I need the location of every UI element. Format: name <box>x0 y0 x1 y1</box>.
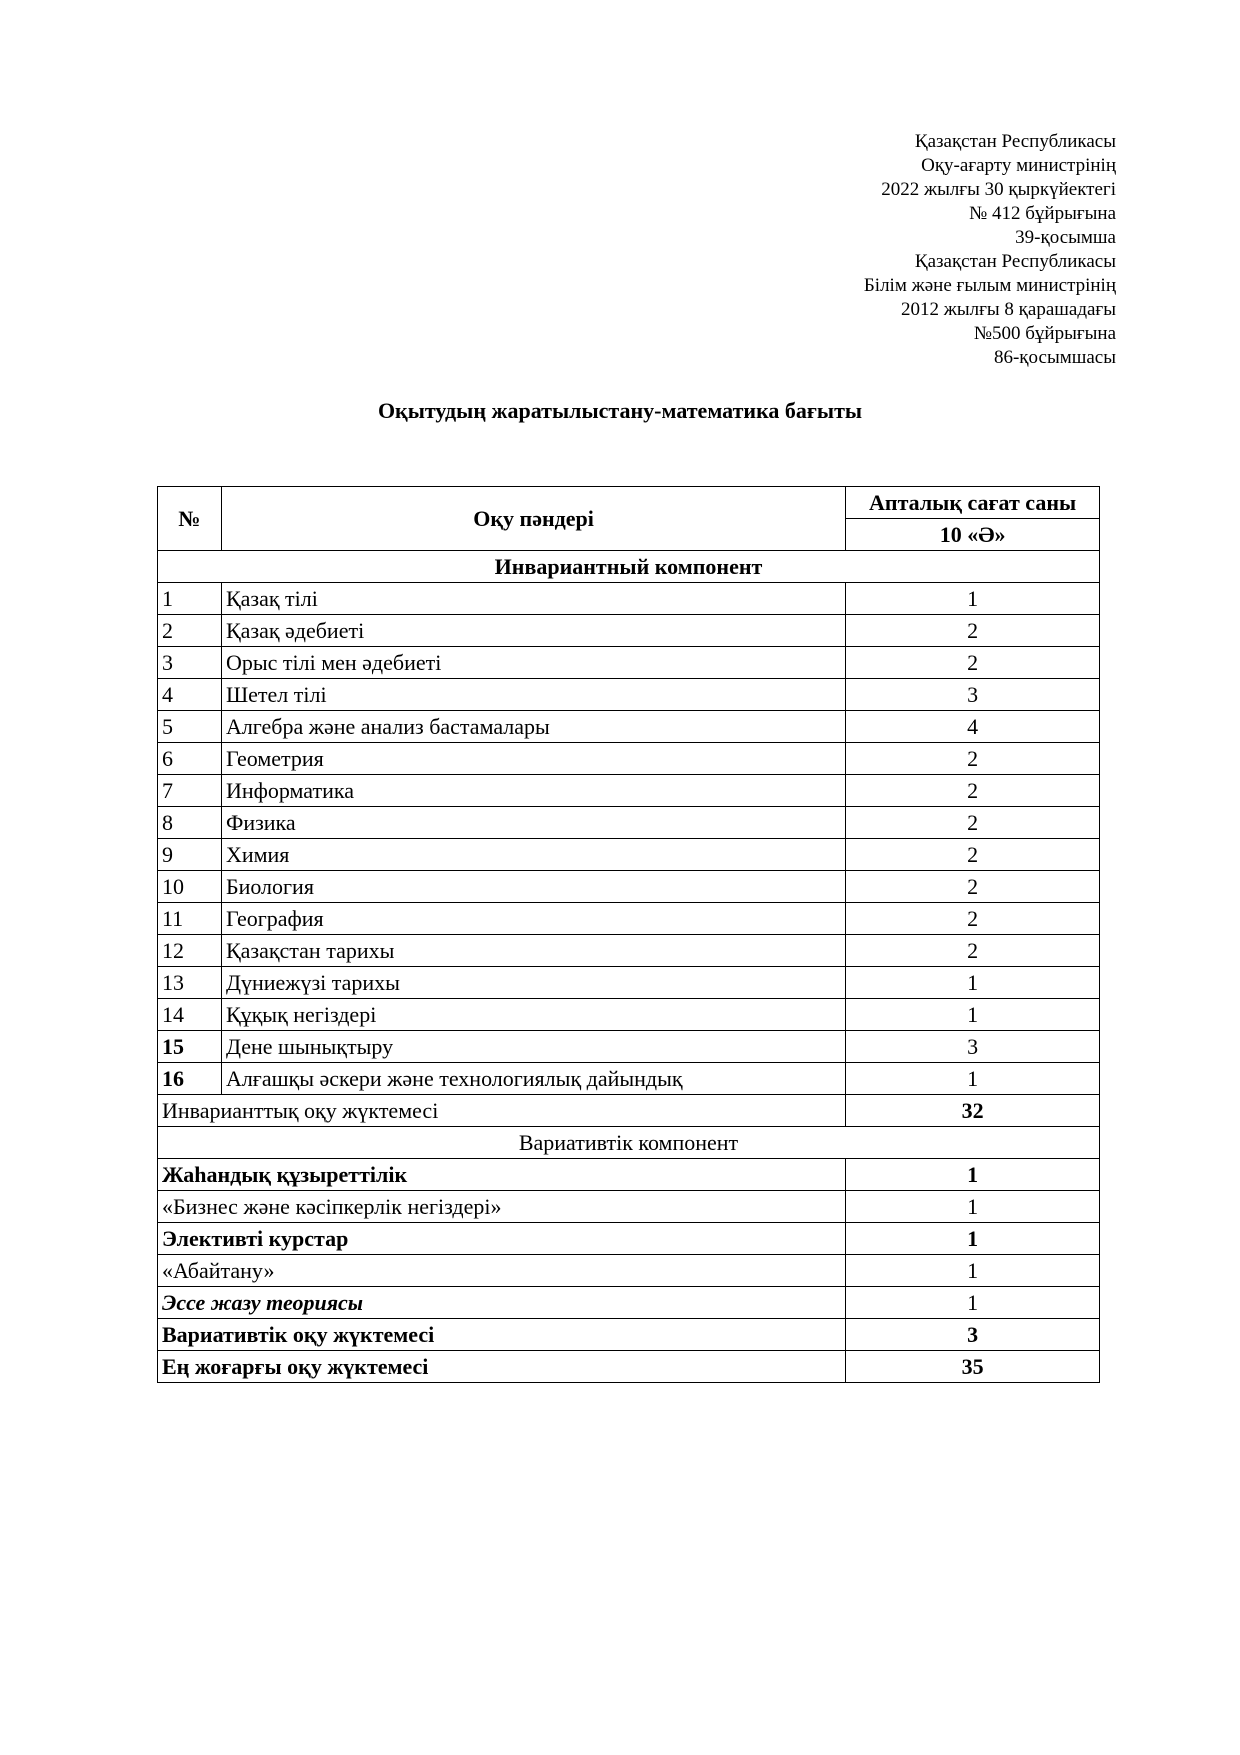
column-header-number: № <box>158 487 222 551</box>
subject-number: 6 <box>158 743 222 775</box>
subject-name: Алғашқы әскери және технологиялық дайындық <box>221 1063 845 1095</box>
variative-row-value: 1 <box>846 1287 1100 1319</box>
header-line: Қазақстан Республикасы <box>914 251 1116 272</box>
variative-total-value: 3 <box>846 1319 1100 1351</box>
subject-number: 1 <box>158 583 222 615</box>
table-row <box>158 1255 1100 1287</box>
subject-name: Геометрия <box>221 743 845 775</box>
max-total-value: 35 <box>846 1351 1100 1383</box>
column-header-weekly-hours: Апталық сағат саны <box>846 487 1100 519</box>
subject-number: 2 <box>158 615 222 647</box>
table-row <box>158 647 1100 679</box>
subject-hours: 4 <box>846 711 1100 743</box>
header-line: №500 бұйрығына <box>973 323 1116 344</box>
table-row <box>158 615 1100 647</box>
table-row <box>158 999 1100 1031</box>
subject-number: 11 <box>158 903 222 935</box>
table-row <box>158 839 1100 871</box>
subject-number: 5 <box>158 711 222 743</box>
subject-number: 7 <box>158 775 222 807</box>
variative-row-value: 1 <box>846 1223 1100 1255</box>
table-row <box>158 1287 1100 1319</box>
subject-name: Физика <box>221 807 845 839</box>
table-row <box>158 1191 1100 1223</box>
subject-number: 16 <box>158 1063 222 1095</box>
subject-number: 13 <box>158 967 222 999</box>
max-total-row <box>158 1351 1100 1383</box>
subject-hours: 2 <box>846 871 1100 903</box>
subject-name: Химия <box>221 839 845 871</box>
subject-hours: 1 <box>846 967 1100 999</box>
subject-hours: 1 <box>846 999 1100 1031</box>
variative-row-label: «Бизнес және кәсіпкерлік негіздері» <box>158 1191 846 1223</box>
subject-hours: 3 <box>846 679 1100 711</box>
subject-number: 15 <box>158 1031 222 1063</box>
header-line: 39-қосымша <box>1015 227 1116 248</box>
table-row <box>158 935 1100 967</box>
header-line: 2022 жылғы 30 қыркүйектегі <box>881 179 1116 200</box>
variative-row-label: «Абайтану» <box>158 1255 846 1287</box>
subject-name: Дүниежүзі тарихы <box>221 967 845 999</box>
subject-name: Қазақ әдебиеті <box>221 615 845 647</box>
subject-number: 12 <box>158 935 222 967</box>
subject-name: География <box>221 903 845 935</box>
subject-hours: 2 <box>846 807 1100 839</box>
table-row <box>158 807 1100 839</box>
variative-row-value: 1 <box>846 1255 1100 1287</box>
variative-total-label: Вариативтік оқу жүктемесі <box>158 1319 846 1351</box>
table-row <box>158 775 1100 807</box>
subject-name: Дене шынықтыру <box>221 1031 845 1063</box>
variative-row-value: 1 <box>846 1159 1100 1191</box>
header-line: 86-қосымшасы <box>993 347 1116 368</box>
subject-hours: 2 <box>846 615 1100 647</box>
subject-hours: 1 <box>846 1063 1100 1095</box>
subject-name: Алгебра және анализ бастамалары <box>221 711 845 743</box>
subject-hours: 2 <box>846 839 1100 871</box>
section-row-invariant <box>158 551 1100 583</box>
header-line: Оқу-ағарту министрінің <box>921 155 1116 176</box>
subject-number: 9 <box>158 839 222 871</box>
header-line: Білім және ғылым министрінің <box>863 275 1116 296</box>
table-header-row <box>158 487 1100 519</box>
variative-row-value: 1 <box>846 1191 1100 1223</box>
document-title: Оқытудың жаратылыстану-математика бағыты <box>377 398 863 423</box>
table-row <box>158 1063 1100 1095</box>
subject-hours: 2 <box>846 775 1100 807</box>
subject-name: Информатика <box>221 775 845 807</box>
table-row <box>158 743 1100 775</box>
approval-header <box>864 130 1116 370</box>
subject-hours: 2 <box>846 903 1100 935</box>
subject-name: Шетел тілі <box>221 679 845 711</box>
table-row <box>158 679 1100 711</box>
table-row <box>158 583 1100 615</box>
table-row <box>158 967 1100 999</box>
subject-number: 14 <box>158 999 222 1031</box>
variative-row-label: Элективті курстар <box>158 1223 846 1255</box>
subject-name: Қазақ тілі <box>221 583 845 615</box>
variative-total-row <box>158 1319 1100 1351</box>
curriculum-table <box>157 486 1100 1383</box>
table-row <box>158 711 1100 743</box>
variative-heading: Вариативтік компонент <box>158 1127 1100 1159</box>
subject-name: Құқық негіздері <box>221 999 845 1031</box>
invariant-rows <box>158 583 1100 1095</box>
invariant-heading: Инвариантный компонент <box>158 551 1100 583</box>
column-header-class: 10 «Ә» <box>846 519 1100 551</box>
section-row-variative <box>158 1127 1100 1159</box>
table-row <box>158 1031 1100 1063</box>
invariant-total-label: Инварианттық оқу жүктемесі <box>158 1095 846 1127</box>
header-line: Қазақстан Республикасы <box>914 131 1116 152</box>
table-row <box>158 903 1100 935</box>
table-row <box>158 1159 1100 1191</box>
subject-hours: 1 <box>846 583 1100 615</box>
subject-number: 3 <box>158 647 222 679</box>
header-line: № 412 бұйрығына <box>969 203 1116 224</box>
subject-number: 10 <box>158 871 222 903</box>
subject-hours: 2 <box>846 935 1100 967</box>
table-row <box>158 1223 1100 1255</box>
variative-row-label: Жаһандық құзыреттілік <box>158 1159 846 1191</box>
subject-number: 8 <box>158 807 222 839</box>
header-line: 2012 жылғы 8 қарашадағы <box>900 299 1116 320</box>
invariant-total-row <box>158 1095 1100 1127</box>
invariant-total-value: 32 <box>846 1095 1100 1127</box>
subject-name: Қазақстан тарихы <box>221 935 845 967</box>
subject-number: 4 <box>158 679 222 711</box>
subject-hours: 2 <box>846 647 1100 679</box>
variative-row-label: Эссе жазу теориясы <box>158 1287 846 1319</box>
subject-name: Биология <box>221 871 845 903</box>
max-total-label: Ең жоғарғы оқу жүктемесі <box>158 1351 846 1383</box>
subject-hours: 3 <box>846 1031 1100 1063</box>
table-row <box>158 871 1100 903</box>
subject-hours: 2 <box>846 743 1100 775</box>
subject-name: Орыс тілі мен әдебиеті <box>221 647 845 679</box>
column-header-subjects: Оқу пәндері <box>221 487 845 551</box>
